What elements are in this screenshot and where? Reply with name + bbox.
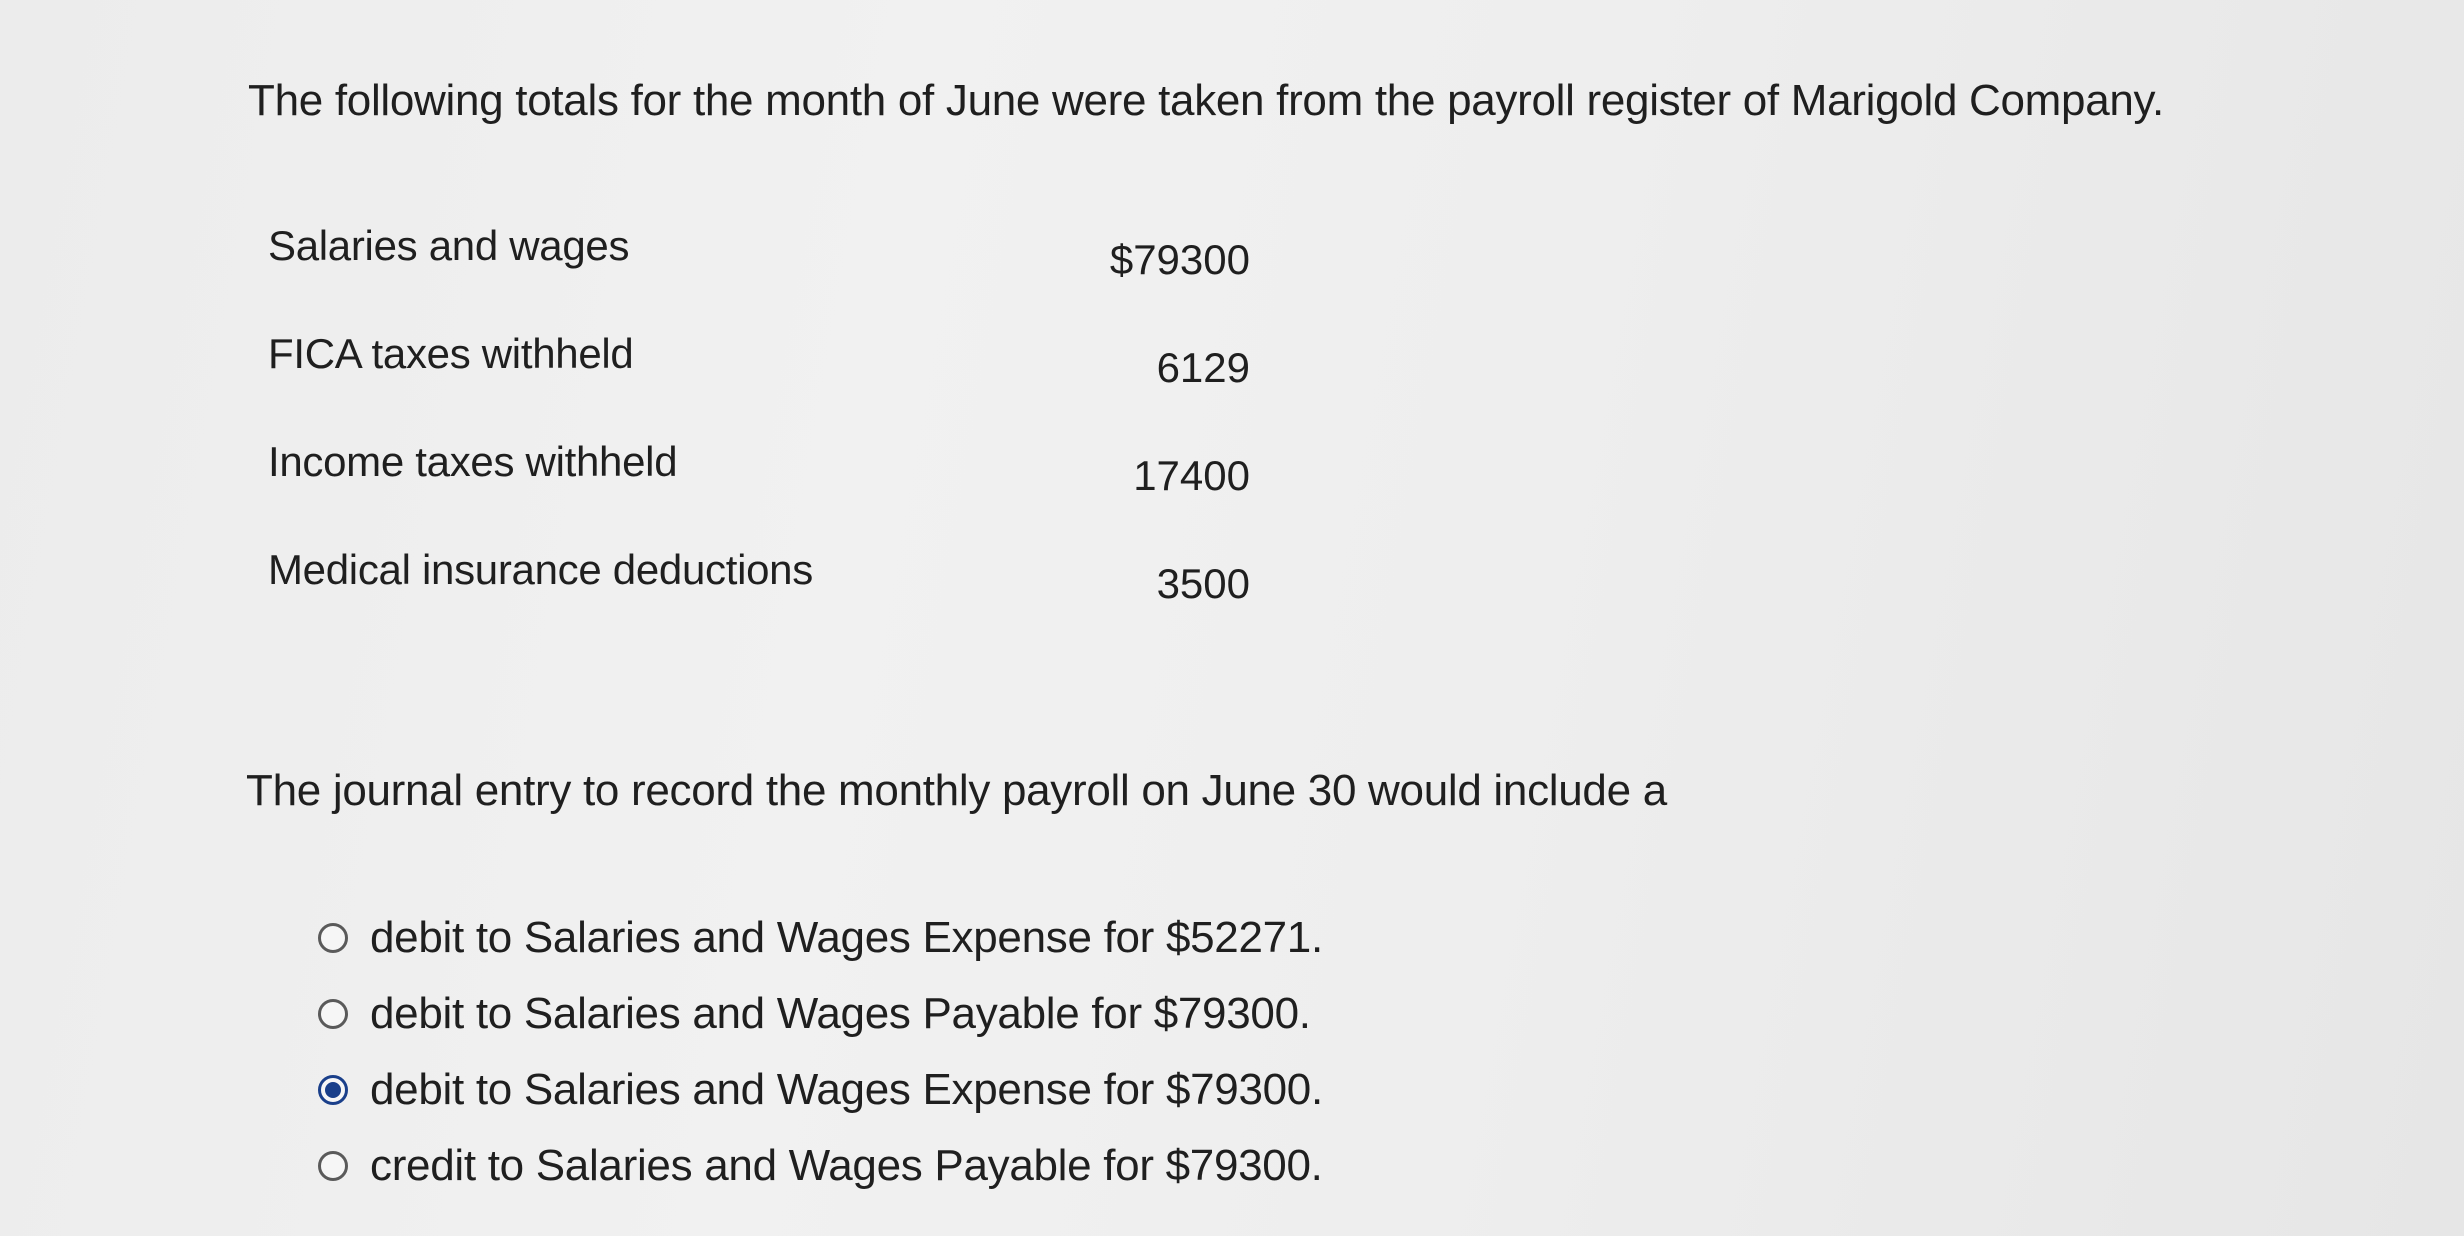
answer-option-2[interactable]: [318, 976, 1618, 1052]
totals-row-income-tax: [268, 434, 1268, 542]
totals-amount: 17400: [1133, 452, 1250, 499]
answer-option-4[interactable]: [318, 1128, 1618, 1204]
intro-text: The following totals for the month of June were taken from the payroll register of Marigold Company.: [248, 76, 2164, 125]
totals-row-salaries: [268, 218, 1268, 326]
totals-label: FICA taxes withheld: [268, 330, 634, 377]
totals-label: Medical insurance deductions: [268, 546, 813, 593]
radio-button[interactable]: [318, 1075, 348, 1105]
answer-options: [318, 900, 1618, 1204]
payroll-totals-table: [268, 218, 1268, 650]
totals-label: Income taxes withheld: [268, 438, 678, 485]
answer-option-label: debit to Salaries and Wages Payable for $79300.: [370, 989, 1311, 1038]
radio-button[interactable]: [318, 1151, 348, 1181]
answer-option-label: debit to Salaries and Wages Expense for $52271.: [370, 913, 1323, 962]
answer-option-label: debit to Salaries and Wages Expense for $79300.: [370, 1065, 1323, 1114]
totals-amount: $79300: [1109, 236, 1250, 283]
answer-option-label: credit to Salaries and Wages Payable for $79300.: [370, 1141, 1323, 1190]
answer-option-3[interactable]: [318, 1052, 1618, 1128]
totals-amount: 3500: [1156, 560, 1250, 607]
radio-button[interactable]: [318, 999, 348, 1029]
totals-amount: 6129: [1156, 344, 1250, 391]
totals-label: Salaries and wages: [268, 222, 630, 269]
totals-row-fica: [268, 326, 1268, 434]
radio-button[interactable]: [318, 923, 348, 953]
question-prompt: The journal entry to record the monthly payroll on June 30 would include a: [246, 766, 1667, 815]
answer-option-1[interactable]: [318, 900, 1618, 976]
totals-row-medical: [268, 542, 1268, 650]
